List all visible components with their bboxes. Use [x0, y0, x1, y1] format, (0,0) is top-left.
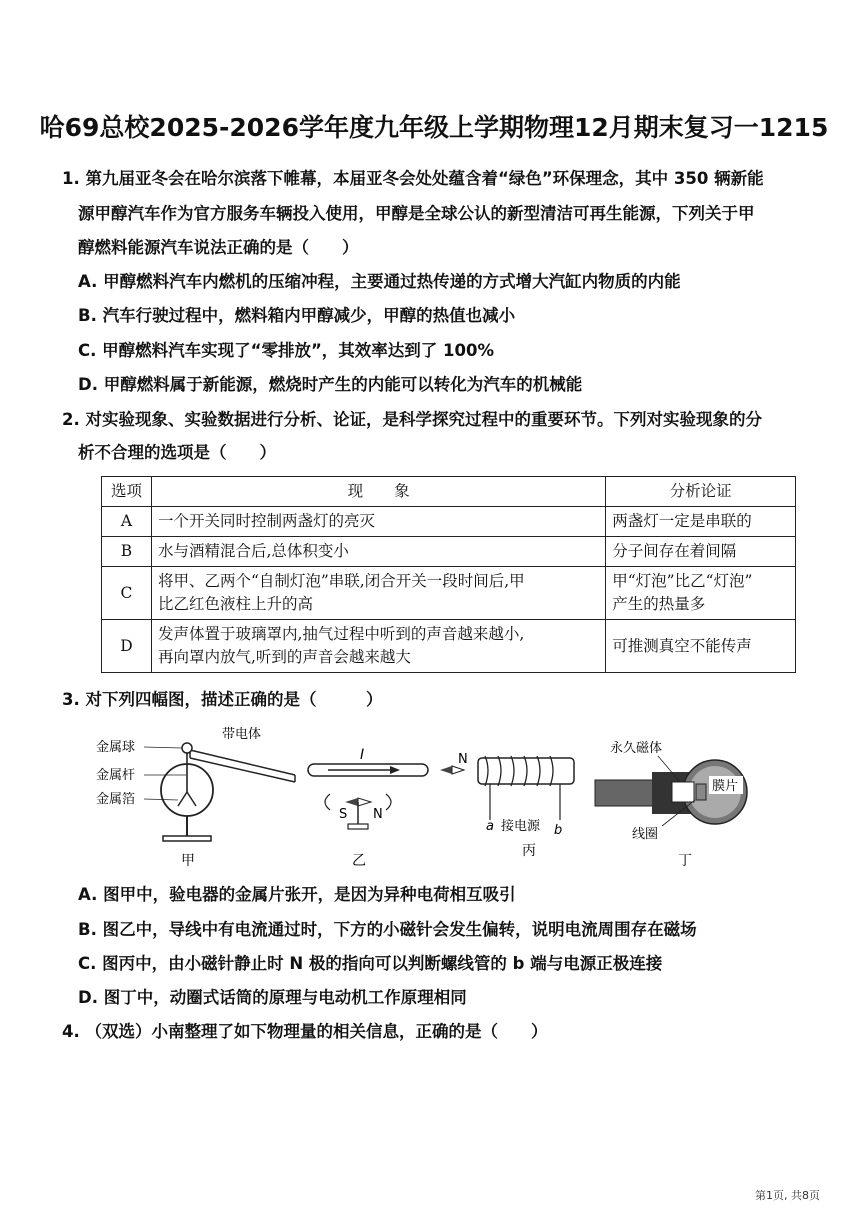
q1-stem-line-3: 醇燃料能源汽车说法正确的是（ ） — [78, 238, 359, 257]
stand-base — [163, 836, 211, 841]
phenomenon-text: 将甲、乙两个“自制灯泡”串联,闭合开关一段时间后,甲 — [157, 572, 525, 590]
phenomenon-text: 发声体置于玻璃罩内,抽气过程中听到的声音越来越小, — [157, 625, 525, 643]
label-current: I — [360, 747, 365, 763]
q3-stem: 3. 对下列四幅图，描述正确的是（ ） — [62, 690, 383, 709]
label-charged-body: 带电体 — [222, 727, 262, 742]
analysis-text: 两盏灯一定是串联的 — [612, 512, 752, 530]
row-analysis — [606, 620, 796, 673]
label-coil: 线圈 — [632, 827, 659, 842]
q3-option-c: C. 图丙中，由小磁针静止时 N 极的指向可以判断螺线管的 b 端与电源正极连接 — [78, 954, 663, 973]
header-analysis: 分析论证 — [606, 477, 796, 507]
header-option: 选项 — [102, 477, 152, 507]
q3-option-d: D. 图丁中，动圈式话筒的原理与电动机工作原理相同 — [78, 988, 467, 1007]
header-phenomenon: 现 象 — [151, 477, 605, 507]
microphone-diagram — [595, 740, 747, 869]
analysis-text: 甲“灯泡”比乙“灯泡” — [612, 572, 753, 590]
q4-stem: 4. （双选）小南整理了如下物理量的相关信息，正确的是（ ） — [62, 1022, 548, 1041]
phenomenon-text: 再向罩内放气,听到的声音会越来越大 — [157, 648, 411, 666]
label-s-pole: S — [339, 807, 348, 822]
label-n-pole: N — [373, 807, 383, 822]
small-compass — [440, 766, 452, 774]
q1-option-a: A. 甲醇燃料汽车内燃机的压缩冲程，主要通过热传递的方式增大汽缸内物质的内能 — [78, 272, 681, 291]
electroscope-diagram — [96, 726, 295, 869]
row-phenomenon — [151, 537, 605, 567]
table-row — [102, 537, 796, 567]
phenomenon-text: 一个开关同时控制两盏灯的亮灭 — [157, 512, 375, 530]
label-power-supply: 接电源 — [501, 819, 541, 834]
rotation-arrow-icon — [386, 794, 391, 810]
mic-handle — [595, 780, 655, 806]
solenoid-diagram — [440, 752, 574, 859]
row-phenomenon — [151, 567, 605, 620]
oersted-diagram — [308, 747, 428, 869]
q3-option-b: B. 图乙中，导线中有电流通过时，下方的小磁针会发生偏转，说明电流周围存在磁场 — [78, 920, 697, 939]
caption-yi: 乙 — [352, 853, 366, 869]
phenomenon-text: 水与酒精混合后,总体积变小 — [157, 542, 349, 560]
analysis-text: 分子间存在着间隔 — [612, 542, 737, 560]
q1-option-c: C. 甲醇燃料汽车实现了“零排放”，其效率达到了 100% — [78, 341, 495, 360]
q2-stem-line-2: 析不合理的选项是（ ） — [78, 443, 276, 462]
metal-ball — [182, 743, 192, 753]
page-title: 哈69总校2025-2026学年度九年级上学期物理12月期末复习一1215 — [39, 113, 829, 142]
compass-needle — [345, 798, 358, 806]
q3-option-a: A. 图甲中，验电器的金属片张开，是因为异种电荷相互吸引 — [78, 885, 516, 904]
label-metal-rod: 金属杆 — [96, 768, 136, 783]
experiment-table — [101, 476, 796, 673]
caption-jia: 甲 — [181, 853, 195, 869]
page-footer: 第1页, 共8页 — [755, 1189, 820, 1202]
q3-figure — [90, 720, 780, 872]
label-permanent-magnet: 永久磁体 — [610, 741, 663, 756]
coil — [696, 784, 706, 800]
row-phenomenon — [151, 620, 605, 673]
label-metal-ball: 金属球 — [96, 740, 136, 755]
label-compass-n: N — [458, 752, 468, 767]
row-phenomenon — [151, 507, 605, 537]
row-option: D — [102, 620, 152, 673]
label-end-b: b — [554, 823, 563, 838]
table-row — [102, 620, 796, 673]
analysis-text: 产生的热量多 — [612, 595, 706, 613]
row-option: A — [102, 507, 152, 537]
analysis-text: 可推测真空不能传声 — [612, 636, 752, 655]
label-metal-foil: 金属箔 — [96, 792, 136, 807]
row-option: C — [102, 567, 152, 620]
table-header-row — [102, 477, 796, 507]
q1-stem-line-2: 源甲醇汽车作为官方服务车辆投入使用，甲醇是全球公认的新型清洁可再生能源，下列关于甲 — [78, 204, 755, 223]
phenomenon-text: 比乙红色液柱上升的高 — [157, 595, 313, 613]
permanent-magnet — [672, 782, 694, 802]
table-row — [102, 507, 796, 537]
label-diaphragm: 膜片 — [712, 779, 739, 794]
table-row — [102, 567, 796, 620]
q1-stem-line-1: 1. 第九届亚冬会在哈尔滨落下帷幕，本届亚冬会处处蕴含着“绿色”环保理念，其中 350 辆新能 — [62, 169, 764, 188]
row-analysis — [606, 507, 796, 537]
row-option: B — [102, 537, 152, 567]
q1-option-b: B. 汽车行驶过程中，燃料箱内甲醇减少，甲醇的热值也减小 — [78, 306, 516, 325]
rotation-arrow-icon — [325, 794, 330, 810]
row-analysis — [606, 537, 796, 567]
label-end-a: a — [486, 819, 494, 834]
q2-stem-line-1: 2. 对实验现象、实验数据进行分析、论证，是科学探究过程中的重要环节。下列对实验现象的分 — [62, 410, 762, 429]
caption-ding: 丁 — [678, 853, 692, 869]
row-analysis — [606, 567, 796, 620]
caption-bing: 丙 — [522, 843, 536, 859]
q1-option-d: D. 甲醇燃料属于新能源，燃烧时产生的内能可以转化为汽车的机械能 — [78, 375, 583, 394]
